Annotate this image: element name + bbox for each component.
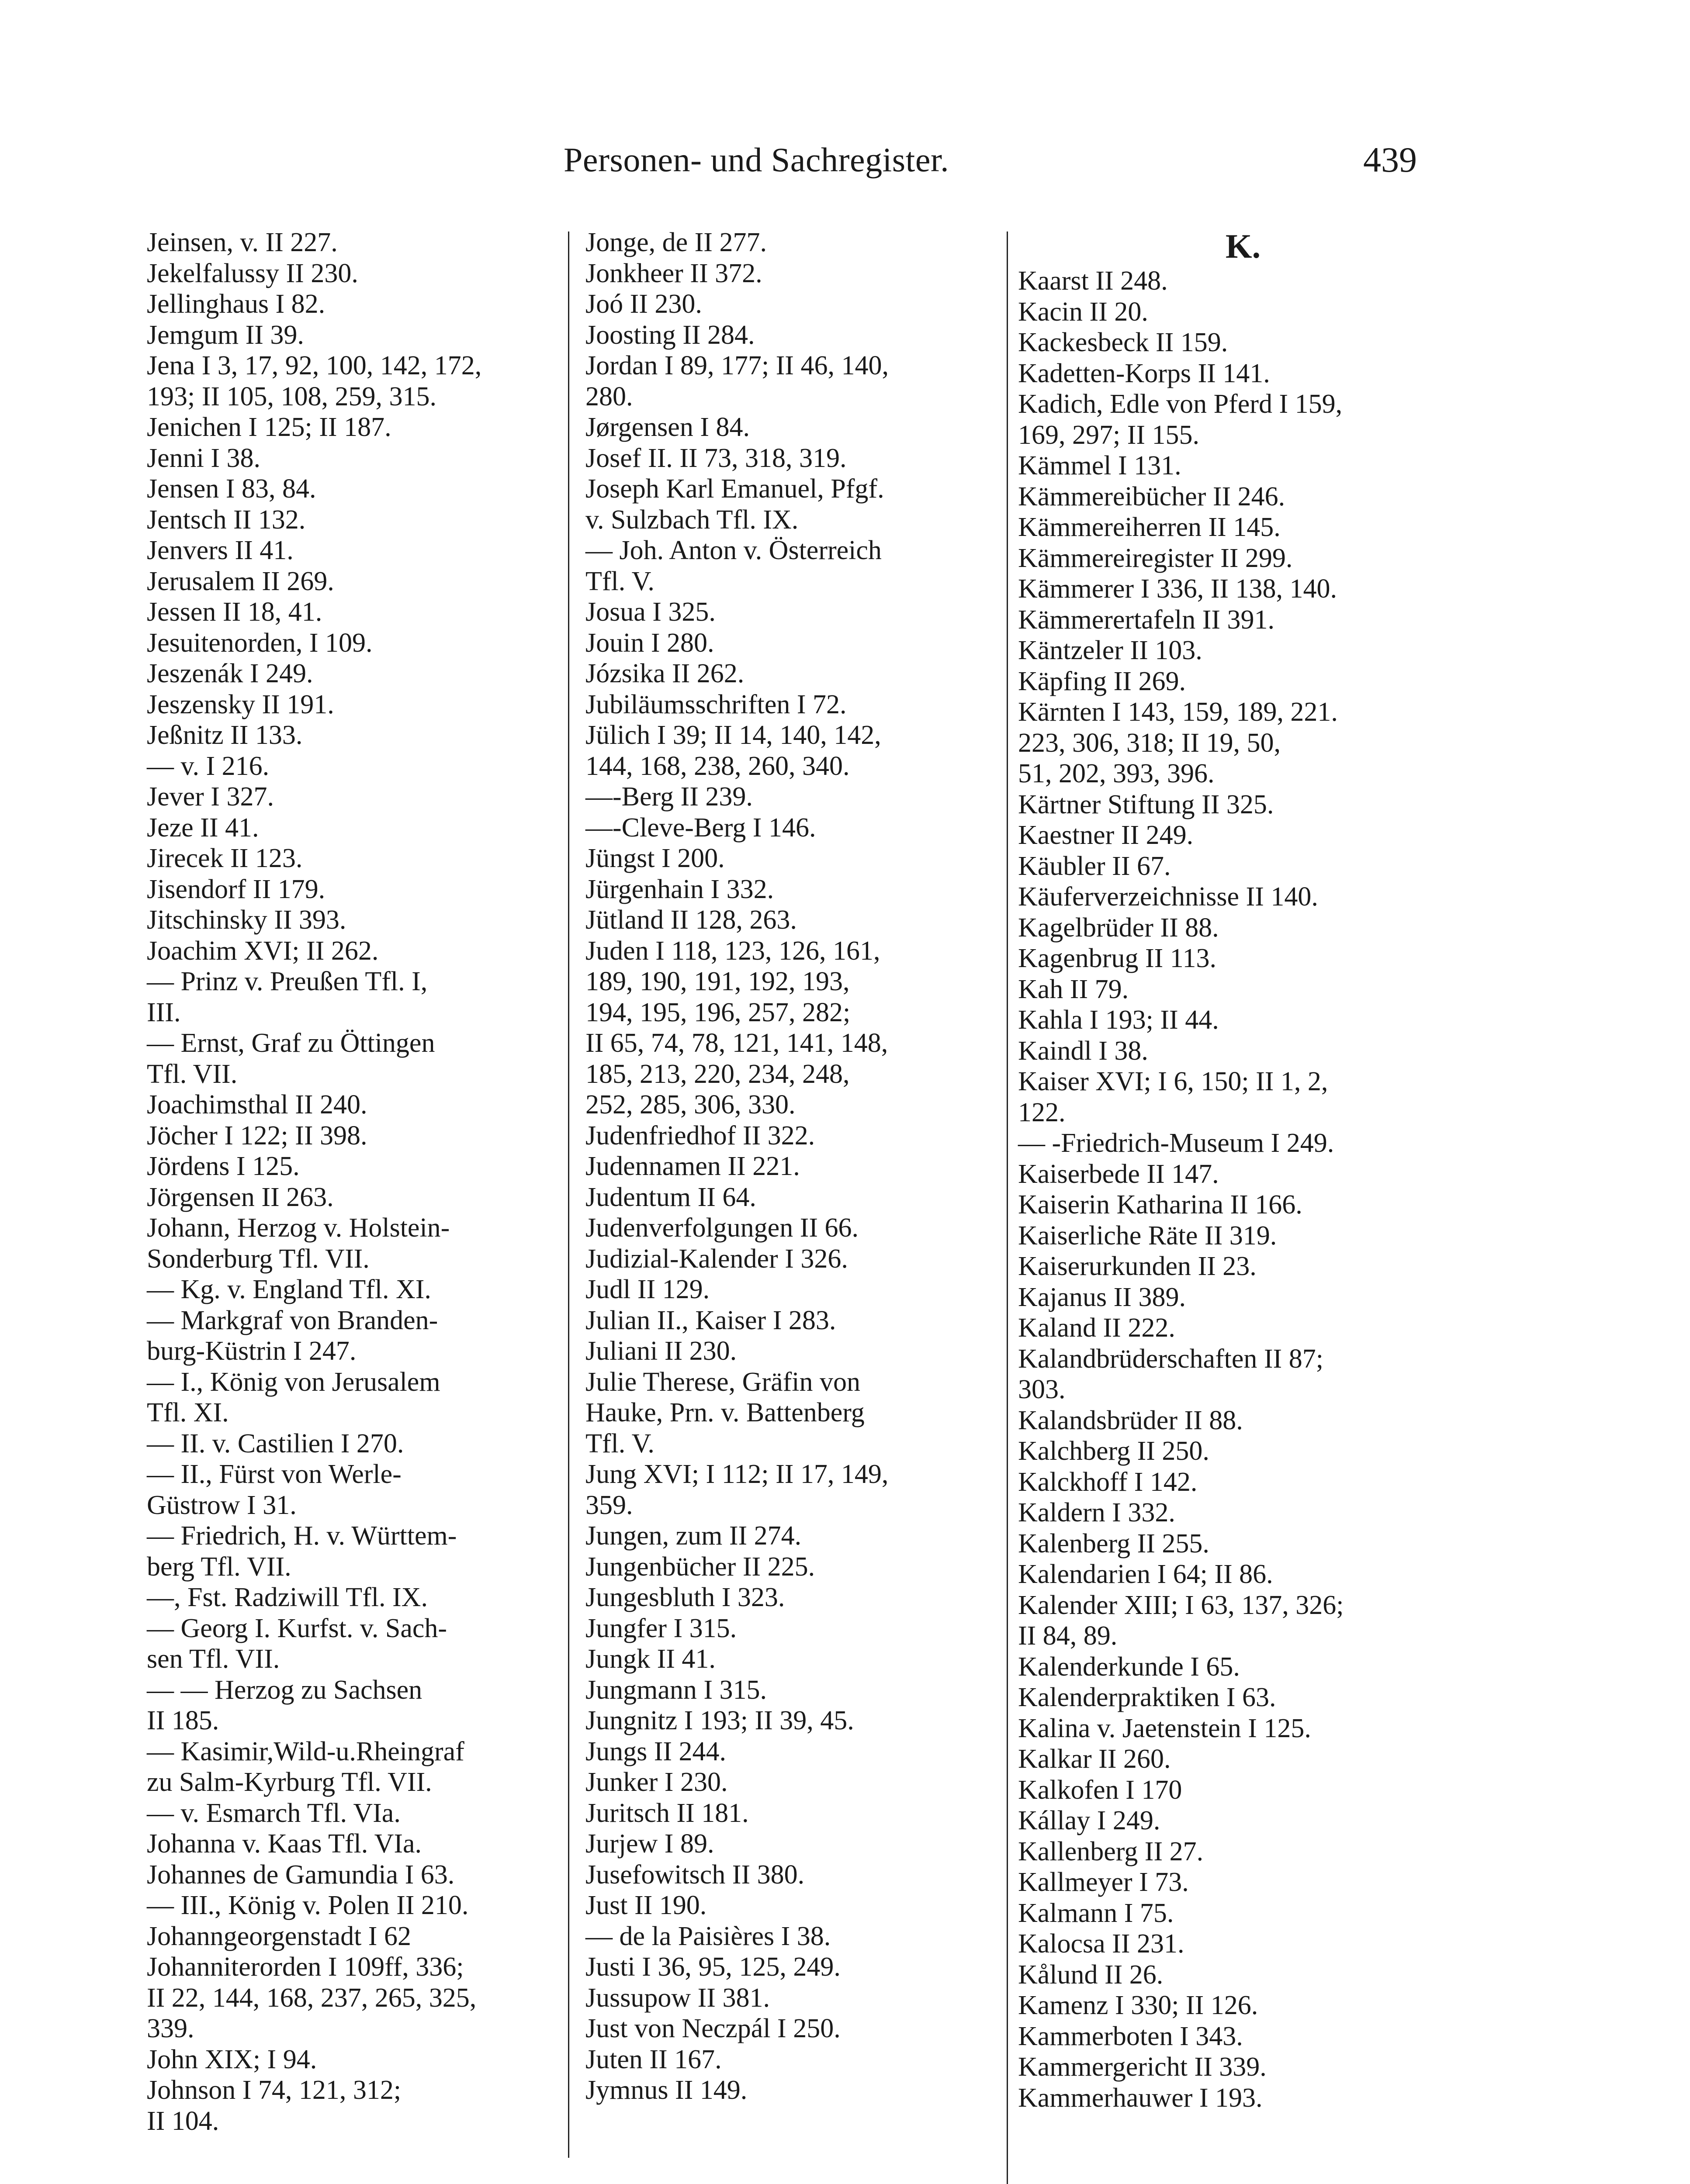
index-entry: Jekelfalussy II 230. [147, 258, 358, 288]
index-entry: — Markgraf von Branden- [147, 1305, 438, 1335]
index-entry: Jena I 3, 17, 92, 100, 142, 172, [147, 351, 482, 380]
index-entry: Jungmann I 315. [585, 1675, 767, 1705]
index-entry: Kalandbrüderschaften II 87; [1018, 1344, 1323, 1374]
index-entry: Kalckhoff I 142. [1018, 1467, 1198, 1497]
index-entry: Kärtner Stiftung II 325. [1018, 789, 1274, 819]
index-entry: Joó II 230. [585, 289, 702, 319]
index-entry: —, Fst. Radziwill Tfl. IX. [147, 1583, 428, 1612]
index-entry: Jubiläumsschriften I 72. [585, 689, 847, 719]
index-entry: Jonkheer II 372. [585, 258, 762, 288]
index-entry: Jungenbücher II 225. [585, 1552, 815, 1582]
index-column-2 [585, 227, 1005, 2106]
index-entry: Jentsch II 132. [147, 505, 306, 535]
index-entry: — -Friedrich-Museum I 249. [1018, 1128, 1334, 1158]
index-entry: Kålund II 26. [1018, 1959, 1164, 1990]
index-entry: Sonderburg Tfl. VII. [147, 1244, 370, 1274]
index-entry: Käuferverzeichnisse II 140. [1018, 882, 1318, 912]
index-entry: Kämmerertafeln II 391. [1018, 605, 1275, 635]
index-entry: burg-Küstrin I 247. [147, 1336, 357, 1366]
index-entry: Johanna v. Kaas Tfl. VIa. [147, 1829, 422, 1859]
index-entry: Kalchberg II 250. [1018, 1436, 1209, 1466]
index-entry: II 84, 89. [1018, 1621, 1118, 1651]
index-entry: Kadich, Edle von Pferd I 159, [1018, 389, 1343, 419]
index-entry: Jurjew I 89. [585, 1829, 714, 1859]
index-entry: — v. I 216. [147, 751, 270, 781]
index-entry: 189, 190, 191, 192, 193, [585, 967, 850, 996]
index-entry: Jungk II 41. [585, 1644, 716, 1674]
index-entry: 252, 285, 306, 330. [585, 1090, 796, 1120]
index-entry: — — Herzog zu Sachsen [147, 1675, 422, 1705]
index-entry: 359. [585, 1490, 633, 1520]
index-entry: Juliani II 230. [585, 1336, 737, 1366]
index-entry: — de la Paisières I 38. [585, 1921, 831, 1951]
index-entry: Kaestner II 249. [1018, 820, 1194, 850]
index-entry: Tfl. VII. [147, 1059, 238, 1089]
index-entry: 194, 195, 196, 257, 282; [585, 997, 851, 1027]
index-entry: Jordan I 89, 177; II 46, 140, [585, 351, 889, 380]
index-entry: Kalina v. Jaetenstein I 125. [1018, 1713, 1311, 1743]
index-entry: Kalendarien I 64; II 86. [1018, 1559, 1273, 1589]
index-entry: Hauke, Prn. v. Battenberg [585, 1398, 865, 1427]
index-entry: Judizial-Kalender I 326. [585, 1244, 848, 1274]
index-entry: — Joh. Anton v. Österreich [585, 536, 882, 565]
index-entry: 193; II 105, 108, 259, 315. [147, 381, 437, 411]
index-entry: II 104. [147, 2106, 219, 2136]
index-entry: Just II 190. [585, 1890, 707, 1920]
index-entry: Kammergericht II 339. [1018, 2052, 1267, 2082]
index-entry: 51, 202, 393, 396. [1018, 759, 1215, 788]
index-entry: Josua I 325. [585, 597, 716, 627]
index-entry: Jeßnitz II 133. [147, 720, 303, 750]
index-entry: Jever I 327. [147, 782, 274, 812]
index-entry: Kalenderpraktiken I 63. [1018, 1683, 1276, 1712]
index-entry: Jellinghaus I 82. [147, 289, 326, 319]
index-entry: Güstrow I 31. [147, 1490, 297, 1520]
index-entry: —-Cleve-Berg I 146. [585, 812, 816, 843]
index-entry: Kalkar II 260. [1018, 1744, 1171, 1774]
index-entry: Jensen I 83, 84. [147, 474, 316, 504]
index-entry: 185, 213, 220, 234, 248, [585, 1059, 850, 1089]
index-entry: Jymnus II 149. [585, 2075, 748, 2105]
index-entry: 339. [147, 2014, 194, 2043]
index-entry: Kállay I 249. [1018, 1806, 1160, 1835]
index-entry: Jessen II 18, 41. [147, 597, 322, 627]
index-entry: — Kg. v. England Tfl. XI. [147, 1275, 431, 1304]
index-entry: 280. [585, 381, 633, 411]
index-entry: Jusefowitsch II 380. [585, 1859, 805, 1890]
index-entry: III. [147, 997, 181, 1027]
column-divider-right [1007, 232, 1008, 2184]
index-entry: Johann, Herzog v. Holstein- [147, 1213, 450, 1243]
index-entry: — Ernst, Graf zu Öttingen [147, 1028, 435, 1058]
index-entry: Jenichen I 125; II 187. [147, 412, 391, 442]
index-entry: Käubler II 67. [1018, 851, 1171, 881]
index-entry: Kämmerer I 336, II 138, 140. [1018, 574, 1337, 604]
index-entry: Tfl. XI. [147, 1398, 229, 1427]
index-entry: Jonge, de II 277. [585, 228, 767, 257]
page-number: 439 [1363, 140, 1417, 180]
index-entry: Jüngst I 200. [585, 843, 725, 873]
index-entry: — III., König v. Polen II 210. [147, 1890, 469, 1920]
index-entry: Joosting II 284. [585, 320, 755, 350]
index-entry: zu Salm-Kyrburg Tfl. VII. [147, 1767, 432, 1797]
index-entry: Just von Neczpál I 250. [585, 2014, 841, 2043]
index-entry: Johanngeorgenstadt I 62 [147, 1921, 411, 1951]
index-entry: Jungesbluth I 323. [585, 1583, 785, 1612]
index-entry: Juten II 167. [585, 2044, 722, 2074]
index-entry: Kallmeyer I 73. [1018, 1867, 1189, 1897]
index-entry: Jerusalem II 269. [147, 566, 334, 596]
index-entry: 144, 168, 238, 260, 340. [585, 751, 850, 781]
index-entry: 303. [1018, 1375, 1066, 1404]
index-entry: Józsika II 262. [585, 659, 745, 688]
index-entry: Kaiser XVI; I 6, 150; II 1, 2, [1018, 1067, 1328, 1096]
index-entry: —-Berg II 239. [585, 782, 753, 812]
index-entry: — Friedrich, H. v. Württem- [147, 1521, 457, 1551]
index-entry: Kammerhauwer I 193. [1018, 2083, 1263, 2113]
index-entry: Jemgum II 39. [147, 320, 304, 350]
index-entry: — Georg I. Kurfst. v. Sach- [147, 1613, 447, 1643]
index-entry: Kalocsa II 231. [1018, 1929, 1184, 1959]
index-entry: — Kasimir,Wild-u.Rheingraf [147, 1736, 464, 1766]
index-entry: Kamenz I 330; II 126. [1018, 1990, 1258, 2020]
index-entry: Jütland II 128, 263. [585, 905, 797, 935]
index-entry: 122. [1018, 1097, 1066, 1127]
index-entry: Kalkofen I 170 [1018, 1775, 1182, 1805]
index-entry: Käpfing II 269. [1018, 666, 1186, 696]
index-entry: Tfl. V. [585, 1428, 655, 1458]
index-entry: Kärnten I 143, 159, 189, 221. [1018, 697, 1338, 727]
index-entry: II 185. [147, 1706, 219, 1735]
index-entry: Jeinsen, v. II 227. [147, 228, 338, 257]
index-entry: 169, 297; II 155. [1018, 420, 1200, 450]
index-entry: Jenni I 38. [147, 443, 261, 473]
index-entry: Jungfer I 315. [585, 1613, 737, 1643]
index-entry: Judenverfolgungen II 66. [585, 1213, 859, 1243]
index-entry: Kadetten-Korps II 141. [1018, 358, 1270, 388]
running-header-title: Personen- und Sachregister. [564, 141, 949, 179]
index-entry: Kacin II 20. [1018, 297, 1148, 327]
index-entry: Jungnitz I 193; II 39, 45. [585, 1706, 854, 1735]
index-entry: Jeze II 41. [147, 812, 259, 843]
index-entry: Jördens I 125. [147, 1151, 300, 1181]
index-entry: Joachim XVI; II 262. [147, 936, 379, 966]
index-entry: Jeszenák I 249. [147, 659, 313, 688]
index-entry: Kaiserliche Räte II 319. [1018, 1220, 1277, 1251]
index-entry: Kahla I 193; II 44. [1018, 1005, 1219, 1035]
index-entry: Kämmereiregister II 299. [1018, 543, 1293, 573]
index-entry: Kaiserbede II 147. [1018, 1159, 1219, 1189]
index-entry: Kammerboten I 343. [1018, 2021, 1243, 2051]
index-column-1 [147, 227, 571, 2136]
index-entry: Kajanus II 389. [1018, 1282, 1186, 1312]
index-entry: Kalender XIII; I 63, 137, 326; [1018, 1590, 1344, 1620]
index-entry: Jitschinsky II 393. [147, 905, 346, 935]
index-entry: Johnson I 74, 121, 312; [147, 2075, 402, 2105]
index-entry: v. Sulzbach Tfl. IX. [585, 505, 799, 535]
index-entry: Judennamen II 221. [585, 1151, 800, 1181]
index-entry: Kalenberg II 255. [1018, 1528, 1209, 1559]
index-entry: Judenfriedhof II 322. [585, 1120, 815, 1151]
index-entry: Kalmann I 75. [1018, 1898, 1174, 1928]
index-entry: Juden I 118, 123, 126, 161, [585, 936, 880, 966]
index-entry: Judentum II 64. [585, 1182, 756, 1212]
index-entry: Kagenbrug II 113. [1018, 943, 1216, 973]
index-entry: berg Tfl. VII. [147, 1552, 291, 1582]
index-entry: Kah II 79. [1018, 974, 1129, 1004]
index-entry: Jeszensky II 191. [147, 689, 334, 719]
index-entry: Kaland II 222. [1018, 1313, 1175, 1343]
index-entry: Jisendorf II 179. [147, 874, 326, 904]
index-entry: Jungs II 244. [585, 1736, 727, 1766]
index-entry: Jungen, zum II 274. [585, 1521, 802, 1551]
index-entry: Julian II., Kaiser I 283. [585, 1305, 836, 1335]
index-entry: Jürgenhain I 332. [585, 874, 774, 904]
index-entry: Tfl. V. [585, 566, 655, 596]
index-entry: Julie Therese, Gräfin von [585, 1367, 860, 1397]
index-entry: 223, 306, 318; II 19, 50, [1018, 728, 1281, 758]
index-entry: Judl II 129. [585, 1275, 710, 1304]
index-entry: Kämmereibücher II 246. [1018, 481, 1285, 511]
index-entry: Juritsch II 181. [585, 1798, 749, 1828]
index-entry: Joseph Karl Emanuel, Pfgf. [585, 474, 884, 504]
index-entry: Junker I 230. [585, 1767, 728, 1797]
index-entry: — II., Fürst von Werle- [147, 1459, 402, 1489]
index-entry: John XIX; I 94. [147, 2044, 317, 2074]
index-entry: Jesuitenorden, I 109. [147, 628, 373, 658]
index-entry: Kämmereiherren II 145. [1018, 512, 1281, 542]
index-entry: Jörgensen II 263. [147, 1182, 334, 1212]
index-entry: Kaiserurkunden II 23. [1018, 1251, 1257, 1281]
index-entry: — II. v. Castilien I 270. [147, 1428, 404, 1458]
index-entry: Kallenberg II 27. [1018, 1836, 1204, 1866]
index-entry: Kämmel I 131. [1018, 451, 1181, 480]
index-entry: Kackesbeck II 159. [1018, 328, 1228, 357]
index-entry: Kalenderkunde I 65. [1018, 1652, 1240, 1682]
index-entry: Jørgensen I 84. [585, 412, 750, 442]
index-entry: Jülich I 39; II 14, 140, 142, [585, 720, 881, 750]
index-entry: — v. Esmarch Tfl. VIa. [147, 1798, 401, 1828]
index-entry: sen Tfl. VII. [147, 1644, 280, 1674]
index-entry: Kalandsbrüder II 88. [1018, 1405, 1243, 1435]
index-entry: Kagelbrüder II 88. [1018, 912, 1219, 943]
index-entry: Kaiserin Katharina II 166. [1018, 1190, 1302, 1220]
index-entry: Jenvers II 41. [147, 536, 294, 565]
index-entry: II 65, 74, 78, 121, 141, 148, [585, 1028, 888, 1058]
index-column-3 [1018, 227, 1451, 2113]
index-entry: Jung XVI; I 112; II 17, 149, [585, 1459, 889, 1489]
index-entry: Josef II. II 73, 318, 319. [585, 443, 847, 473]
index-entry: Johannes de Gamundia I 63. [147, 1859, 455, 1890]
index-entry: Jirecek II 123. [147, 843, 303, 873]
index-entry: Jussupow II 381. [585, 1983, 770, 2013]
index-entry: Kaarst II 248. [1018, 266, 1168, 296]
index-entry: Joachimsthal II 240. [147, 1090, 367, 1120]
index-entry: Johanniterorden I 109ff, 336; [147, 1952, 464, 1982]
index-entry: — Prinz v. Preußen Tfl. I, [147, 967, 428, 996]
index-entry: Käntzeler II 103. [1018, 636, 1202, 665]
index-entry: Justi I 36, 95, 125, 249. [585, 1952, 841, 1982]
index-entry: Kaldern I 332. [1018, 1498, 1175, 1527]
index-entry: Jöcher I 122; II 398. [147, 1120, 367, 1151]
index-entry: Kaindl I 38. [1018, 1036, 1148, 1066]
index-entry: — I., König von Jerusalem [147, 1367, 440, 1397]
index-entry: II 22, 144, 168, 237, 265, 325, [147, 1983, 477, 2013]
index-entry: Jouin I 280. [585, 628, 714, 658]
section-letter-heading: K. [1225, 227, 1261, 265]
